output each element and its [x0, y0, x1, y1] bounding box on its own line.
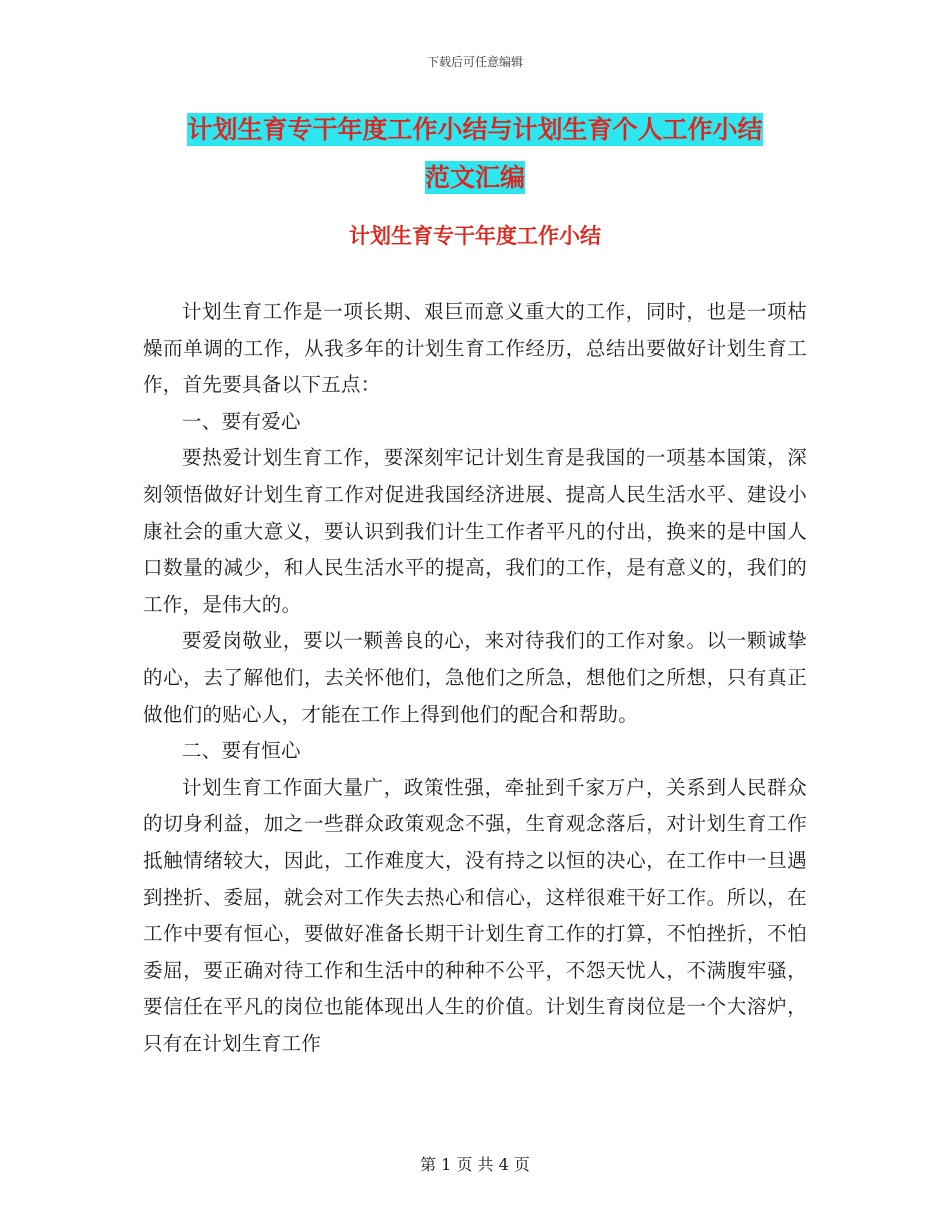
title-line-1: 计划生育专干年度工作小结与计划生育个人工作小结	[187, 115, 763, 144]
header-note: 下载后可任意编辑	[426, 55, 523, 69]
paragraph: 计划生育工作是一项长期、艰巨而意义重大的工作，同时，也是一项枯燥而单调的工作，从我多年的计划生育工作经历，总结出要做好计划生育工作，首先要具备以下五点：	[143, 300, 807, 397]
section-title: 计划生育专干年度工作小结	[349, 224, 601, 248]
title-line-2: 范文汇编	[424, 163, 525, 192]
subheading: 一、要有爱心	[182, 409, 301, 433]
paragraph: 要爱岗敬业，要以一颗善良的心，来对待我们的工作对象。以一颗诚挚的心，去了解他们，去关怀他们，急他们之所急，想他们之所想，只有真正做他们的贴心人，才能在工作上得到他们的配合和帮助。	[143, 629, 807, 726]
paragraph: 要热爱计划生育工作，要深刻牢记计划生育是我国的一项基本国策，深刻领悟做好计划生育工作对促进我国经济进展、提高人民生活水平、建设小康社会的重大意义，要认识到我们计生工作者平凡的付出，换来的是中国人口数量的减少，和人民生活水平的提高，我们的工作，是有意义的，我们的工作，是伟大的。	[143, 446, 807, 616]
page-footer: 第 1 页 共 4 页	[420, 1155, 530, 1174]
document-title	[0, 106, 950, 202]
body-text	[143, 294, 807, 1062]
paragraph: 计划生育工作面大量广，政策性强，牵扯到千家万户，关系到人民群众的切身利益，加之一些群众政策观念不强，生育观念落后，对计划生育工作抵触情绪较大，因此，工作难度大，没有持之以恒的决心，在工作中一旦遇到挫折、委屈，就会对工作失去热心和信心，这样很难干好工作。所以，在工作中要有恒心，要做好准备长期干计划生育工作的打算，不怕挫折，不怕委屈，要正确对待工作和生活中的种种不公平，不怨天忧人，不满腹牢骚，要信任在平凡的岗位也能体现出人生的价值。计划生育岗位是一个大溶炉，只有在计划生育工作	[143, 775, 807, 1055]
subheading: 二、要有恒心	[182, 739, 301, 763]
